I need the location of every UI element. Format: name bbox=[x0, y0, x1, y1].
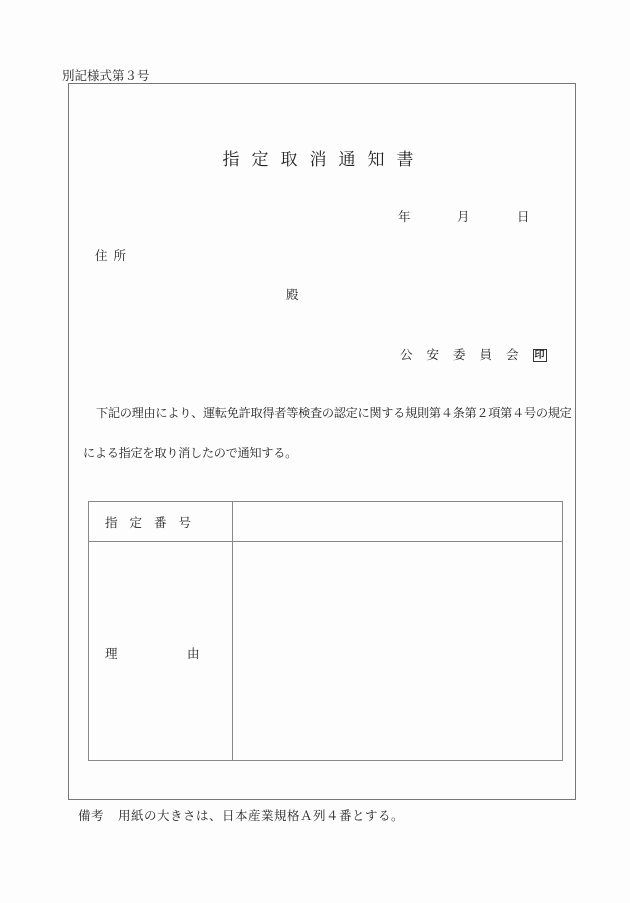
document-title: 指定取消通知書 bbox=[222, 150, 426, 170]
remarks-label: 備考 bbox=[78, 808, 105, 823]
date-day-label: 日 bbox=[517, 209, 530, 224]
commission-name: 公安委員会 bbox=[400, 347, 533, 362]
reason-label bbox=[89, 542, 233, 761]
issuer-line bbox=[400, 345, 547, 363]
table-row bbox=[89, 502, 563, 542]
seal-mark-icon: 印 bbox=[534, 350, 545, 361]
honorific-label: 殿 bbox=[286, 287, 299, 302]
body-text-line-2: による指定を取り消したので通知する。 bbox=[83, 446, 297, 460]
remarks bbox=[78, 806, 404, 824]
reason-label-right: 由 bbox=[187, 646, 200, 661]
date-year-label: 年 bbox=[398, 209, 411, 224]
remarks-text: 用紙の大きさは、日本産業規格Ａ列４番とする。 bbox=[118, 808, 405, 823]
designation-table bbox=[88, 501, 563, 761]
designation-number-field[interactable] bbox=[233, 502, 563, 542]
address-label: 住所 bbox=[95, 248, 133, 263]
date-month-label: 月 bbox=[457, 209, 470, 224]
reason-field[interactable] bbox=[233, 542, 563, 761]
reason-label-left: 理 bbox=[105, 646, 118, 661]
body-text-line-1: 下記の理由により、運転免許取得者等検査の認定に関する規則第４条第２項第４号の規定 bbox=[96, 406, 572, 420]
table-row bbox=[89, 542, 563, 761]
designation-number-label: 指定番号 bbox=[89, 502, 233, 542]
form-number-label: 別記様式第３号 bbox=[62, 68, 150, 83]
